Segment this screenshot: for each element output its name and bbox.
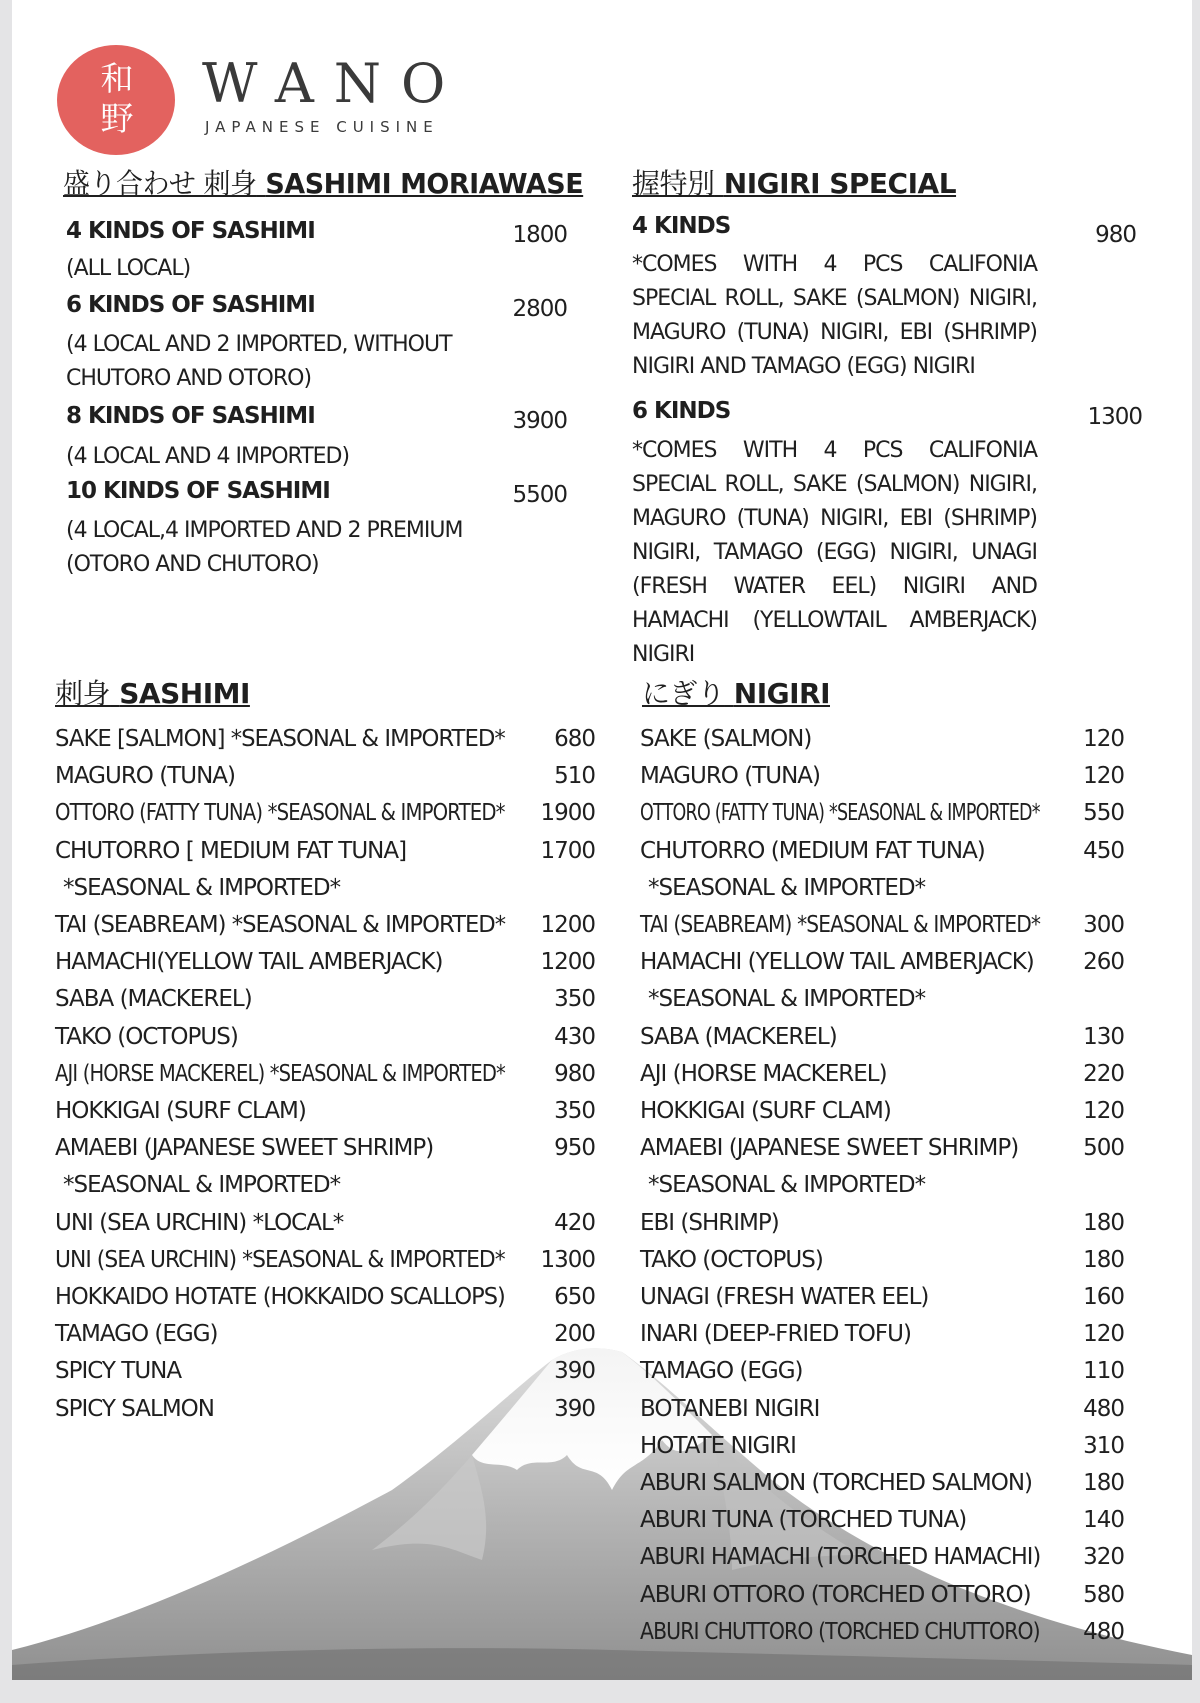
moriawase-title-jp: 盛り合わせ 刺身	[63, 167, 257, 200]
sashimi-title-jp: 刺身	[55, 677, 111, 710]
sashimi-item-name: AMAEBI (JAPANESE SWEET SHRIMP)	[55, 1135, 434, 1162]
nigiri-item-price: 120	[1083, 726, 1124, 752]
nigiri-item-name: SAKE (SALMON)	[640, 726, 812, 752]
sashimi-item-name: SPICY SALMON	[55, 1395, 214, 1422]
sashimi-item-price: 1700	[540, 837, 595, 864]
nigiri-item-price: 450	[1083, 837, 1124, 864]
nigiri-item-note: *SEASONAL & IMPORTED*	[648, 986, 926, 1013]
nigiri-item-price: 580	[1083, 1581, 1124, 1608]
nigiri-item-name: HOTATE NIGIRI	[640, 1432, 796, 1459]
sashimi-item-price: 680	[554, 726, 595, 752]
nigiri-item-name: TAKO (OCTOPUS)	[640, 1246, 823, 1273]
sashimi-item-name: UNI (SEA URCHIN) *SEASONAL & IMPORTED*	[55, 1246, 505, 1273]
sashimi-item-price: 1900	[540, 800, 595, 827]
nigiri-item-price: 140	[1083, 1507, 1124, 1534]
moriawase-item-price: 1800	[512, 222, 567, 248]
nigiri-item-name: CHUTORRO (MEDIUM FAT TUNA)	[640, 837, 985, 864]
nigiri-item-price: 180	[1083, 1246, 1124, 1273]
brand-name: WANO	[202, 52, 466, 115]
nigiri-item-price: 120	[1083, 763, 1124, 790]
section-title-nigiri	[642, 672, 830, 712]
sashimi-item-price: 350	[554, 986, 595, 1013]
nigiri-item-name: SABA (MACKEREL)	[640, 1023, 837, 1050]
nigiri-item-price: 500	[1083, 1135, 1124, 1162]
sashimi-item-price: 420	[554, 1209, 595, 1236]
nigiri-item-price: 320	[1083, 1544, 1124, 1571]
nigiri-item-price: 220	[1083, 1060, 1124, 1087]
logo-badge	[57, 45, 175, 155]
nigiri-special-title-jp: 握特別	[632, 167, 715, 200]
nigiri-item-name: AJI (HORSE MACKEREL)	[640, 1060, 887, 1087]
nigiri-item-name: MAGURO (TUNA)	[640, 763, 820, 790]
nigiri-item-price: 120	[1083, 1321, 1124, 1348]
moriawase-item-name: 10 KINDS OF SASHIMI	[66, 478, 330, 504]
sashimi-item-price: 1300	[540, 1246, 595, 1273]
nigiri-item-name: HOKKIGAI (SURF CLAM)	[640, 1098, 891, 1124]
sashimi-item-name: TAMAGO (EGG)	[55, 1321, 218, 1348]
sashimi-item-price: 1200	[540, 912, 595, 938]
section-title-moriawase	[63, 162, 583, 202]
sashimi-item-name: SABA (MACKEREL)	[55, 986, 252, 1013]
moriawase-item-name: 4 KINDS OF SASHIMI	[66, 218, 315, 244]
sashimi-item-name: HOKKAIDO HOTATE (HOKKAIDO SCALLOPS)	[55, 1284, 505, 1310]
nigiri-item-name: TAMAGO (EGG)	[640, 1358, 803, 1385]
moriawase-item-price: 3900	[512, 408, 567, 434]
sashimi-item-note: *SEASONAL & IMPORTED*	[63, 874, 341, 901]
sashimi-item-price: 390	[554, 1395, 595, 1422]
logo-kanji-1: 和	[100, 59, 134, 98]
sashimi-item-name: OTTORO (FATTY TUNA) *SEASONAL & IMPORTED*	[55, 800, 505, 827]
sashimi-item-price: 350	[554, 1098, 595, 1124]
moriawase-item-price: 5500	[512, 482, 567, 508]
brand-tagline: JAPANESE CUISINE	[205, 118, 439, 136]
nigiri-item-price: 180	[1083, 1209, 1124, 1236]
nigiri-item-price: 130	[1083, 1023, 1124, 1050]
sashimi-item-price: 980	[554, 1060, 595, 1087]
nigiri-item-name: HAMACHI (YELLOW TAIL AMBERJACK)	[640, 949, 1034, 976]
sashimi-item-price: 950	[554, 1135, 595, 1162]
nigiri-item-price: 110	[1083, 1358, 1124, 1385]
moriawase-item-desc: (4 LOCAL,4 IMPORTED AND 2 PREMIUM (OTORO AND CHUTORO)	[66, 518, 463, 577]
sashimi-item-name: HAMACHI(YELLOW TAIL AMBERJACK)	[55, 949, 443, 976]
nigiri-item-name: AMAEBI (JAPANESE SWEET SHRIMP)	[640, 1135, 1019, 1162]
nigiri-special-item-desc: *COMES WITH 4 PCS CALIFONIA SPECIAL ROLL, SAKE (SALMON) NIGIRI, MAGURO (TUNA) NIGIRI, EBI (SHRIMP) NIGIRI, TAMAGO (EGG) NIGIRI, UNAGI (FRESH WATER EEL) NIGIRI AND HAMACHI (YELLOWTAIL AMBERJACK) NIGIRI	[632, 438, 1037, 667]
nigiri-special-item-desc: *COMES WITH 4 PCS CALIFONIA SPECIAL ROLL, SAKE (SALMON) NIGIRI, MAGURO (TUNA) NIGIRI, EBI (SHRIMP) NIGIRI AND TAMAGO (EGG) NIGIRI	[632, 252, 1037, 379]
nigiri-item-price: 120	[1083, 1098, 1124, 1124]
nigiri-item-name: OTTORO (FATTY TUNA) *SEASONAL & IMPORTED*	[640, 800, 1040, 827]
nigiri-item-name: ABURI HAMACHI (TORCHED HAMACHI)	[640, 1544, 1041, 1571]
nigiri-item-name: UNAGI (FRESH WATER EEL)	[640, 1284, 929, 1310]
nigiri-item-note: *SEASONAL & IMPORTED*	[648, 1172, 926, 1199]
nigiri-item-name: ABURI OTTORO (TORCHED OTTORO)	[640, 1581, 1031, 1608]
moriawase-item-name: 6 KINDS OF SASHIMI	[66, 292, 315, 318]
section-title-nigiri-special	[632, 162, 956, 202]
nigiri-special-item-price: 980	[1095, 222, 1136, 248]
nigiri-item-price: 260	[1083, 949, 1124, 976]
nigiri-special-item-price: 1300	[1087, 404, 1142, 430]
sashimi-item-note: *SEASONAL & IMPORTED*	[63, 1172, 341, 1199]
moriawase-item-desc: (ALL LOCAL)	[66, 256, 191, 281]
sashimi-item-price: 390	[554, 1358, 595, 1385]
nigiri-item-name: ABURI SALMON (TORCHED SALMON)	[640, 1470, 1033, 1496]
sashimi-item-price: 430	[554, 1023, 595, 1050]
sashimi-item-price: 650	[554, 1284, 595, 1310]
nigiri-title-en: NIGIRI	[733, 677, 830, 710]
sashimi-item-name: TAKO (OCTOPUS)	[55, 1023, 238, 1050]
sashimi-item-price: 510	[554, 763, 595, 790]
nigiri-item-price: 180	[1083, 1470, 1124, 1496]
nigiri-item-name: INARI (DEEP-FRIED TOFU)	[640, 1321, 911, 1348]
nigiri-item-price: 480	[1083, 1618, 1124, 1645]
nigiri-item-name: BOTANEBI NIGIRI	[640, 1395, 820, 1422]
sashimi-item-name: SPICY TUNA	[55, 1358, 182, 1385]
logo-kanji-2: 野	[100, 99, 134, 138]
section-title-sashimi	[55, 672, 250, 712]
moriawase-item-desc: (4 LOCAL AND 2 IMPORTED, WITHOUT CHUTORO AND OTORO)	[66, 332, 452, 391]
nigiri-item-note: *SEASONAL & IMPORTED*	[648, 874, 926, 901]
nigiri-special-item-name: 4 KINDS	[632, 213, 731, 239]
sashimi-item-name: MAGURO (TUNA)	[55, 763, 235, 790]
nigiri-item-name: ABURI CHUTTORO (TORCHED CHUTTORO)	[640, 1618, 1040, 1645]
nigiri-item-name: TAI (SEABREAM) *SEASONAL & IMPORTED*	[640, 912, 1041, 938]
sashimi-item-name: SAKE [SALMON] *SEASONAL & IMPORTED*	[55, 726, 505, 752]
sashimi-item-price: 1200	[540, 949, 595, 976]
sashimi-item-name: AJI (HORSE MACKEREL) *SEASONAL & IMPORTED*	[55, 1060, 505, 1087]
nigiri-special-item-name: 6 KINDS	[632, 398, 731, 424]
sashimi-item-name: TAI (SEABREAM) *SEASONAL & IMPORTED*	[55, 912, 506, 938]
moriawase-item-price: 2800	[512, 296, 567, 322]
nigiri-item-price: 310	[1083, 1432, 1124, 1459]
nigiri-item-name: EBI (SHRIMP)	[640, 1209, 779, 1236]
nigiri-item-price: 550	[1083, 800, 1124, 827]
sashimi-item-name: CHUTORRO [ MEDIUM FAT TUNA]	[55, 837, 407, 864]
nigiri-title-jp: にぎり	[642, 677, 725, 710]
nigiri-special-title-en: NIGIRI SPECIAL	[723, 167, 957, 200]
moriawase-title-en: SASHIMI MORIAWASE	[265, 167, 584, 200]
menu-page	[12, 0, 1192, 1680]
nigiri-item-price: 480	[1083, 1395, 1124, 1422]
sashimi-title-en: SASHIMI	[119, 677, 250, 710]
nigiri-item-price: 300	[1083, 912, 1124, 938]
moriawase-item-desc: (4 LOCAL AND 4 IMPORTED)	[66, 444, 350, 469]
sashimi-item-name: UNI (SEA URCHIN) *LOCAL*	[55, 1209, 344, 1236]
nigiri-item-price: 160	[1083, 1284, 1124, 1310]
nigiri-item-name: ABURI TUNA (TORCHED TUNA)	[640, 1507, 967, 1534]
sashimi-item-name: HOKKIGAI (SURF CLAM)	[55, 1098, 306, 1124]
moriawase-item-name: 8 KINDS OF SASHIMI	[66, 403, 315, 429]
sashimi-item-price: 200	[554, 1321, 595, 1348]
